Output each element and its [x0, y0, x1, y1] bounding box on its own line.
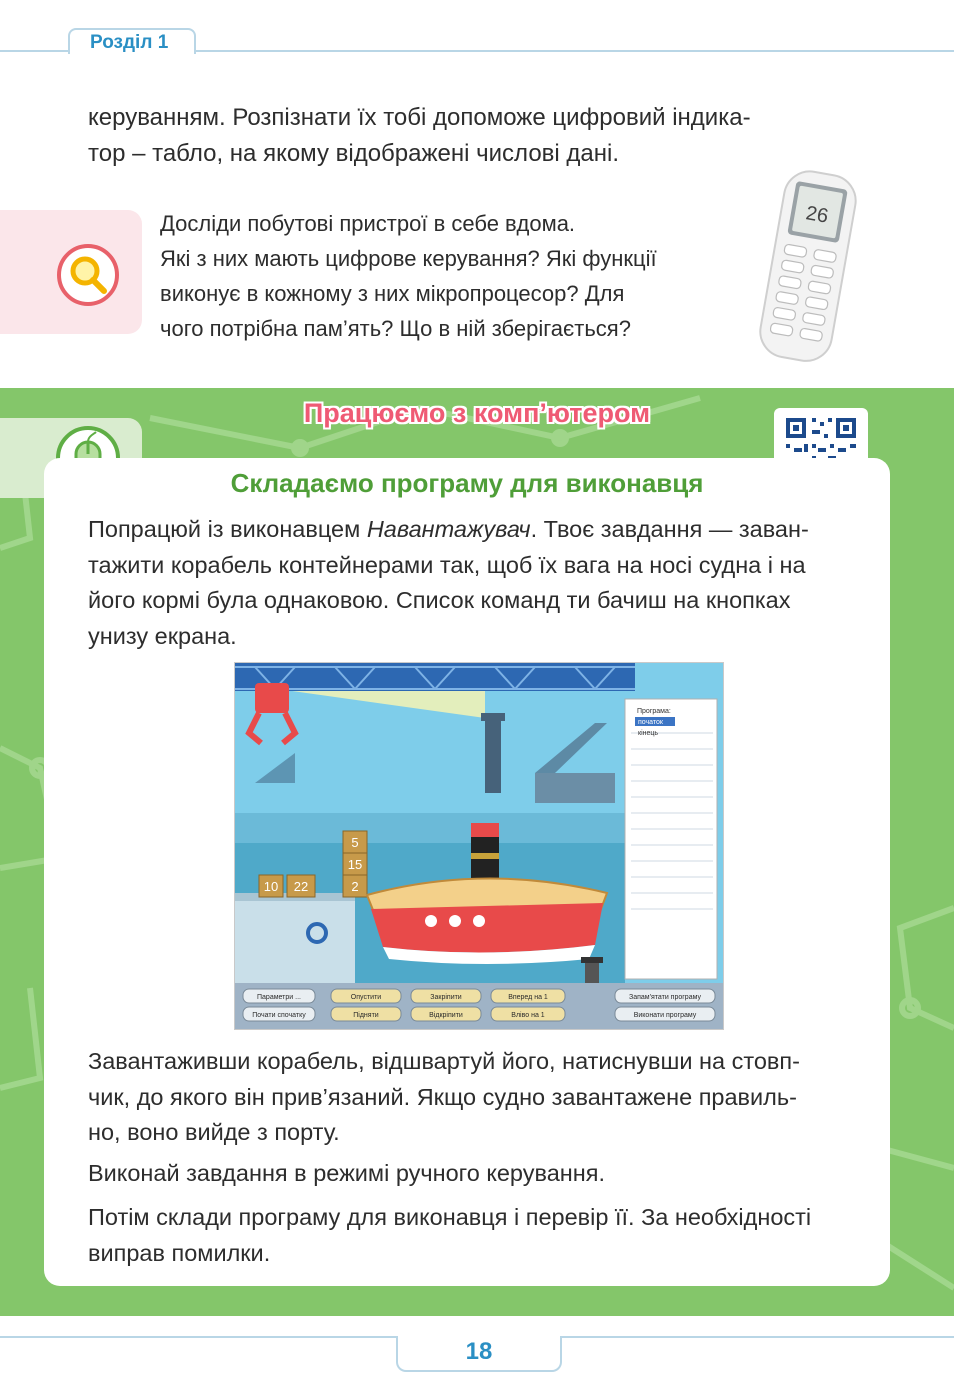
task-title: Складаємо програму для виконавця [230, 468, 704, 498]
section-banner: Працюємо з комп’ютером [303, 398, 651, 428]
remote-display-text: 26 [804, 202, 830, 228]
intro-line: керуванням. Розпізнати їх тобі допоможе цифровий індика- [88, 104, 751, 131]
task-paragraph-3: Виконай завдання в режимі ручного керування. [88, 1160, 605, 1186]
game-button-label: Виконати програму [633, 1012, 697, 1019]
research-line: Досліди побутові пристрої в себе вдома. [160, 211, 576, 236]
program-item: початок [638, 719, 663, 726]
container-label: 22 [293, 879, 309, 894]
task-line: виправ помилки. [88, 1239, 271, 1266]
task-text: . Твоє завдання — заван- [530, 516, 809, 542]
game-button-label: Закріпити [430, 994, 462, 1001]
game-button-label: Відкріпити [429, 1012, 463, 1019]
task-text: Попрацюй із виконавцем [88, 516, 367, 542]
section-label: Розділ 1 [68, 28, 196, 54]
program-item: кінець [638, 730, 659, 737]
game-scene [235, 663, 724, 1030]
game-button-label: Вліво на 1 [511, 1012, 545, 1019]
intro-line: тор – табло, на якому відображені числові дані. [88, 140, 620, 167]
task-line: Завантаживши корабель, відшвартуй його, натиснувши на стовп- [88, 1048, 800, 1074]
game-button-label: Запам'ятати програму [629, 994, 701, 1001]
remote-control-image [742, 166, 872, 366]
task-paragraph-4 [88, 1200, 888, 1271]
task-paragraph-2 [88, 1044, 888, 1151]
program-panel-title: Програма: [637, 708, 671, 715]
research-line: виконує в кожному з них мікропроцесор? Для [160, 281, 625, 306]
game-button-label: Вперед на 1 [508, 994, 548, 1001]
task-line: чик, до якого він прив’язаний. Якщо судно завантажене правиль- [88, 1083, 797, 1110]
task-line: його кормі була однаковою. Список команд ти бачиш на кнопках [88, 587, 791, 613]
game-button-label: Опустити [350, 994, 382, 1001]
task-line: но, воно вийде з порту. [88, 1119, 340, 1145]
page-number: 18 [396, 1336, 562, 1372]
task-line [88, 512, 888, 548]
task-line: унизу екрана. [88, 622, 237, 649]
container-label: 5 [351, 835, 359, 850]
task-line: Потім склади програму для виконавця і перевір її. За необхідності [88, 1204, 812, 1230]
container-label: 15 [347, 857, 363, 872]
task-line: тажити корабель контейнерами так, щоб їх вага на носі судна і на [88, 551, 806, 578]
loader-game-screenshot [234, 662, 724, 1030]
research-text [160, 206, 750, 346]
container-label: 2 [351, 879, 359, 894]
research-line: Які з них мають цифрове керування? Які функції [160, 246, 657, 271]
game-button-label: Почати спочатку [252, 1012, 306, 1019]
game-button-label: Підняти [353, 1012, 379, 1019]
research-line: чого потрібна пам’ять? Що в ній зберігається? [160, 316, 631, 341]
executor-name: Навантажувач [366, 516, 531, 542]
task-paragraph-1 [88, 512, 888, 654]
intro-paragraph [88, 100, 888, 172]
magnifier-icon [57, 244, 119, 306]
container-label: 10 [263, 879, 279, 894]
game-button-label: Параметри ... [257, 994, 301, 1001]
